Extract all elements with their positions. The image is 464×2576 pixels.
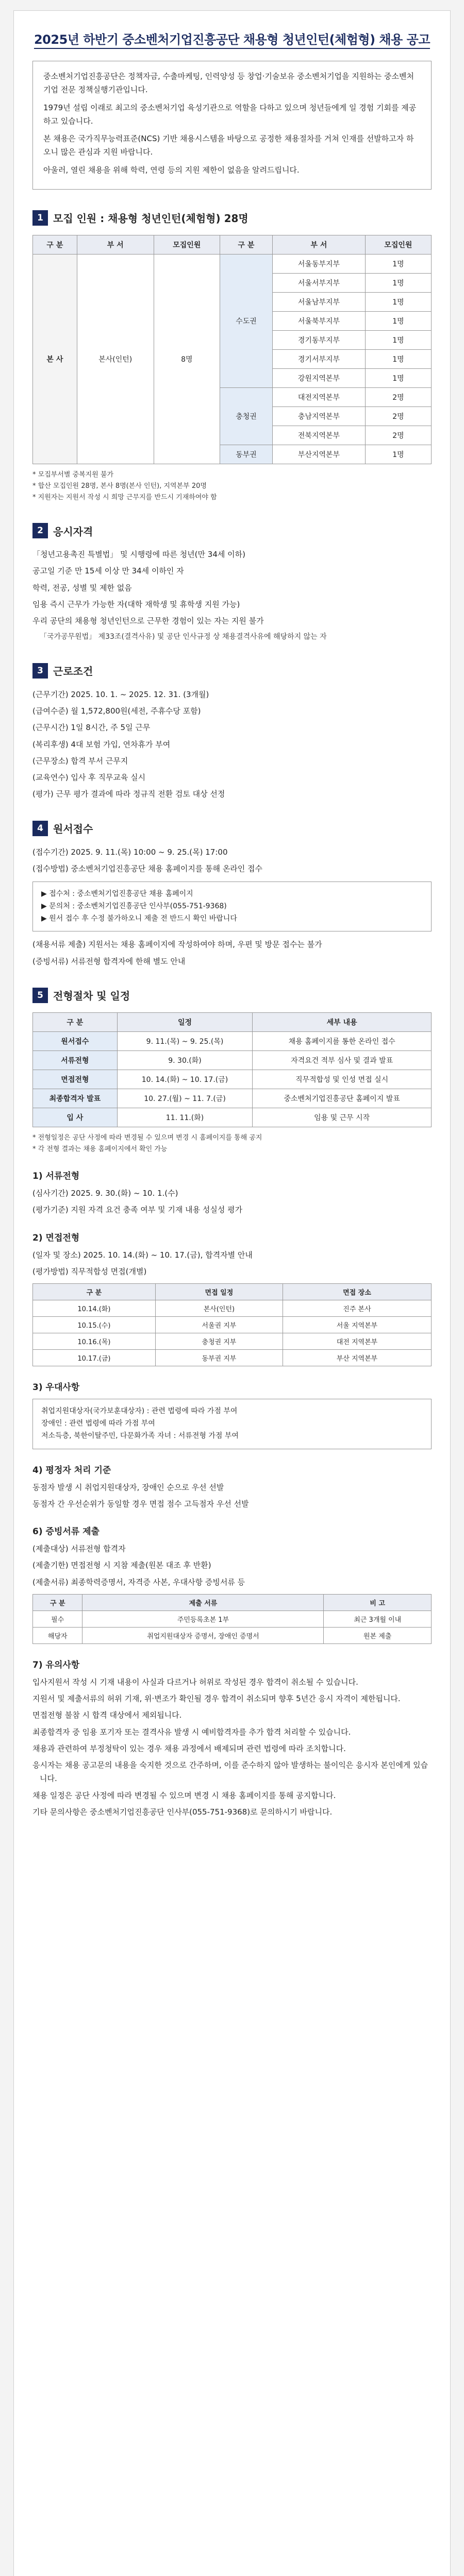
table-header: 면접 장소 xyxy=(283,1284,431,1300)
date-cell: 9. 30.(화) xyxy=(117,1050,253,1070)
page-title: 2025년 하반기 중소벤처기업진흥공단 채용형 청년인턴(체험형) 채용 공고 xyxy=(34,32,430,47)
table-header: 구 분 xyxy=(220,235,272,254)
location-cell: 진주 본사 xyxy=(283,1300,431,1317)
box-line: 취업지원대상자(국가보훈대상자) : 관련 법령에 따라 가점 부여 xyxy=(41,1407,238,1416)
document-cell: 주민등록초본 1부 xyxy=(82,1611,324,1627)
list-item: (근무장소) 합격 부서 근무지 xyxy=(32,756,128,766)
notes-list xyxy=(32,469,432,503)
count-cell: 1명 xyxy=(365,368,431,387)
list-item: 학력, 전공, 성별 및 제한 없음 xyxy=(32,583,132,592)
table-row xyxy=(33,1317,432,1333)
dept-cell: 강원지역본부 xyxy=(273,368,366,387)
eligibility-list xyxy=(32,548,432,643)
intro-paragraph: 아울러, 열린 채용을 위해 학력, 연령 등의 지원 제한이 없음을 알려드립니다. xyxy=(43,165,300,175)
date-cell: 11. 11.(화) xyxy=(117,1108,253,1127)
table-header: 부 서 xyxy=(77,235,154,254)
hq-cell: 본 사 xyxy=(33,254,77,464)
table-header: 구 분 xyxy=(33,1284,156,1300)
list-item: (평가) 근무 평가 결과에 따라 정규직 전환 검토 대상 선정 xyxy=(32,789,225,799)
intro-box xyxy=(32,61,432,190)
region-cell: 동부권 xyxy=(220,445,272,464)
note-cell: 최근 3개월 이내 xyxy=(324,1611,432,1627)
dept-cell: 충남지역본부 xyxy=(273,406,366,426)
detail-cell: 중소벤처기업진흥공단 홈페이지 발표 xyxy=(253,1089,432,1108)
list-item: 임용 즉시 근무가 가능한 자(대학 재학생 및 휴학생 지원 가능) xyxy=(32,599,240,609)
location-cell: 서울 지역본부 xyxy=(283,1317,431,1333)
table-header-row xyxy=(33,1012,432,1031)
table-row xyxy=(33,1627,432,1643)
list-item: 입사지원서 작성 시 기재 내용이 사실과 다르거나 허위로 작성된 경우 합격이 취소될 수 있습니다. xyxy=(32,1677,358,1687)
subsection-title: 6) 증빙서류 제출 xyxy=(32,1527,100,1537)
dept-cell: 서울북부지부 xyxy=(273,311,366,330)
category-cell: 해당자 xyxy=(33,1627,82,1643)
table-header-row xyxy=(33,235,432,254)
list-item: 면접전형 불참 시 합격 대상에서 제외됩니다. xyxy=(32,1710,182,1720)
table-row xyxy=(33,1300,432,1317)
table-header: 제출 서류 xyxy=(82,1594,324,1611)
section-header xyxy=(32,210,432,226)
detail-cell: 채용 홈페이지를 통한 온라인 접수 xyxy=(253,1031,432,1050)
count-cell: 1명 xyxy=(365,254,431,273)
table-header: 세부 내용 xyxy=(253,1012,432,1031)
list-item: (일자 및 장소) 2025. 10. 14.(화) ~ 10. 17.(금), 합격자별 안내 xyxy=(32,1250,253,1260)
section-number: 2 xyxy=(32,523,48,538)
count-cell: 1명 xyxy=(365,292,431,311)
list-item: (제출대상) 서류전형 합격자 xyxy=(32,1544,126,1553)
stage-cell: 서류전형 xyxy=(33,1050,118,1070)
list-item: (증빙서류) 서류전형 합격자에 한해 별도 안내 xyxy=(32,956,186,966)
schedule-table xyxy=(32,1012,432,1127)
note: * 각 전형 결과는 채용 홈페이지에서 확인 가능 xyxy=(32,1145,168,1154)
table-header: 일정 xyxy=(117,1012,253,1031)
dept-cell: 경기서부지부 xyxy=(273,349,366,368)
count-cell: 2명 xyxy=(365,406,431,426)
count-cell: 1명 xyxy=(365,349,431,368)
table-header: 비 고 xyxy=(324,1594,432,1611)
section-header xyxy=(32,821,432,836)
count-cell: 1명 xyxy=(365,330,431,349)
date-cell: 10. 27.(월) ~ 11. 7.(금) xyxy=(117,1089,253,1108)
list-item: 지원서 및 제출서류의 허위 기재, 위·변조가 확인될 경우 합격이 취소되며 향후 5년간 응시 자격이 제한됩니다. xyxy=(32,1694,401,1703)
group-cell: 서울권 지부 xyxy=(155,1317,283,1333)
list-item: (근무기간) 2025. 10. 1. ~ 2025. 12. 31. (3개월) xyxy=(32,689,209,699)
count-cell: 2명 xyxy=(365,426,431,445)
stage-cell: 입 사 xyxy=(33,1108,118,1127)
list-item: 동점자 간 우선순위가 동일할 경우 면접 점수 고득점자 우선 선발 xyxy=(32,1499,249,1509)
table-header: 모집인원 xyxy=(365,235,431,254)
count-cell: 2명 xyxy=(365,387,431,406)
documents-list xyxy=(32,1542,432,1589)
region-cell: 충청권 xyxy=(220,387,272,445)
stage-cell: 면접전형 xyxy=(33,1070,118,1089)
table-header: 구 분 xyxy=(33,1594,82,1611)
application-list xyxy=(32,845,432,876)
box-line: ▶ 문의처 : 중소벤처기업진흥공단 인사부(055-751-9368) xyxy=(41,902,227,910)
list-item: (제출기한) 면접전형 시 지참 제출(원본 대조 후 반환) xyxy=(32,1561,211,1570)
notes-list xyxy=(32,1132,432,1155)
table-row xyxy=(33,1611,432,1627)
section-title: 응시자격 xyxy=(53,525,93,538)
interview-table xyxy=(32,1283,432,1366)
note-cell: 원본 제출 xyxy=(324,1627,432,1643)
table-row xyxy=(33,1070,432,1089)
intro-paragraph: 중소벤처기업진흥공단은 정책자금, 수출마케팅, 인력양성 등 창업·기술보유 중소벤처기업을 지원하는 중소벤처기업 전문 정책실행기관입니다. xyxy=(43,72,414,95)
date-cell: 10.15.(수) xyxy=(33,1317,156,1333)
table-row xyxy=(33,1089,432,1108)
dept-cell: 서울남부지부 xyxy=(273,292,366,311)
box-line: ▶ 원서 접수 후 수정 불가하오니 제출 전 반드시 확인 바랍니다 xyxy=(41,914,237,923)
list-item: (복리후생) 4대 보험 가입, 연차휴가 부여 xyxy=(32,739,171,749)
list-item: 응시자는 채용 공고문의 내용을 숙지한 것으로 간주하며, 이를 준수하지 않아 발생하는 불이익은 응시자 본인에게 있습니다. xyxy=(32,1760,428,1784)
section-header xyxy=(32,663,432,679)
list-item: (평가기준) 지원 자격 요건 충족 여부 및 기재 내용 성실성 평가 xyxy=(32,1205,243,1215)
dept-cell: 전북지역본부 xyxy=(273,426,366,445)
region-cell: 수도권 xyxy=(220,254,272,387)
location-cell: 대전 지역본부 xyxy=(283,1333,431,1350)
table-row xyxy=(33,1333,432,1350)
document-screening-list xyxy=(32,1187,432,1217)
section-title: 모집 인원 : 채용형 청년인턴(체험형) 28명 xyxy=(53,212,248,225)
table-header-row xyxy=(33,1284,432,1300)
list-item: (심사기간) 2025. 9. 30.(화) ~ 10. 1.(수) xyxy=(32,1189,178,1198)
section-header xyxy=(32,523,432,538)
section-number: 1 xyxy=(32,210,48,226)
table-row xyxy=(33,254,432,273)
section-title: 전형절차 및 일정 xyxy=(53,990,130,1003)
table-row xyxy=(33,1108,432,1127)
cautions-list xyxy=(32,1675,432,1819)
document-cell: 취업지원대상자 증명서, 장애인 증명서 xyxy=(82,1627,324,1643)
group-cell: 충청권 지부 xyxy=(155,1333,283,1350)
interview-list xyxy=(32,1248,432,1279)
subsection-title: 1) 서류전형 xyxy=(32,1171,80,1182)
date-cell: 9. 11.(목) ~ 9. 25.(목) xyxy=(117,1031,253,1050)
documents-table xyxy=(32,1594,432,1644)
date-cell: 10.17.(금) xyxy=(33,1350,156,1366)
section-title: 근로조건 xyxy=(53,665,93,678)
hq-dept-cell: 본사(인턴) xyxy=(77,254,154,464)
stage-cell: 최종합격자 발표 xyxy=(33,1089,118,1108)
note: * 합산 모집인원 28명, 본사 8명(본사 인턴), 지역본부 20명 xyxy=(32,482,207,490)
note: * 모집부서별 중복지원 불가 xyxy=(32,470,114,479)
category-cell: 필수 xyxy=(33,1611,82,1627)
date-cell: 10.16.(목) xyxy=(33,1333,156,1350)
list-item: 최종합격자 중 임용 포기자 또는 결격사유 발생 시 예비합격자를 추가 합격 처리할 수 있습니다. xyxy=(32,1727,351,1737)
box-line: ▶ 접수처 : 중소벤처기업진흥공단 채용 홈페이지 xyxy=(41,890,193,899)
preference-box xyxy=(32,1399,432,1449)
note: * 전형일정은 공단 사정에 따라 변경될 수 있으며 변경 시 홈페이지를 통해 공지 xyxy=(32,1133,262,1142)
box-line: 장애인 : 관련 법령에 따라 가점 부여 xyxy=(41,1419,155,1428)
section-title: 원서접수 xyxy=(53,823,93,836)
table-row xyxy=(33,1350,432,1366)
note: * 지원자는 지원서 작성 시 희망 근무지를 반드시 기재하여야 함 xyxy=(32,493,217,501)
list-item: (채용서류 제출) 지원서는 채용 홈페이지에 작성하여야 하며, 우편 및 방문 접수는 불가 xyxy=(32,940,322,950)
section-header xyxy=(32,988,432,1003)
detail-cell: 자격요건 적부 심사 및 결과 발표 xyxy=(253,1050,432,1070)
list-item: 공고일 기준 만 15세 이상 만 34세 이하인 자 xyxy=(32,566,184,576)
list-item: 「청년고용촉진 특별법」 및 시행령에 따른 청년(만 34세 이하) xyxy=(32,550,245,560)
table-header: 면접 일정 xyxy=(155,1284,283,1300)
group-cell: 본사(인턴) xyxy=(155,1300,283,1317)
list-item: (접수방법) 중소벤처기업진흥공단 채용 홈페이지를 통해 온라인 접수 xyxy=(32,863,263,873)
section-number: 5 xyxy=(32,988,48,1003)
subsection-title: 7) 유의사항 xyxy=(32,1659,80,1670)
detail-cell: 임용 및 근무 시작 xyxy=(253,1108,432,1127)
table-row xyxy=(33,1031,432,1050)
table-header: 구 분 xyxy=(33,235,77,254)
list-subitem: 「국가공무원법」 제33조(결격사유) 및 공단 인사규정 상 채용결격사유에 해당하지 않는 자 xyxy=(40,633,327,641)
list-item: 채용과 관련하여 부정청탁이 있는 경우 채용 과정에서 배제되며 관련 법령에 따라 조치합니다. xyxy=(32,1743,346,1753)
table-header: 구 분 xyxy=(33,1012,118,1031)
box-line: 저소득층, 북한이탈주민, 다문화가족 자녀 : 서류전형 가점 부여 xyxy=(41,1431,239,1440)
dept-cell: 경기동부지부 xyxy=(273,330,366,349)
application-after-list xyxy=(32,938,432,968)
section-number: 4 xyxy=(32,821,48,836)
list-item: 채용 일정은 공단 사정에 따라 변경될 수 있으며 변경 시 채용 홈페이지를 통해 공지합니다. xyxy=(32,1790,336,1800)
list-item: 우리 공단의 채용형 청년인턴으로 근무한 경험이 있는 자는 지원 불가 xyxy=(32,616,264,626)
subsection-title: 3) 우대사항 xyxy=(32,1382,80,1393)
count-cell: 1명 xyxy=(365,445,431,464)
table-header: 부 서 xyxy=(273,235,366,254)
list-item: (제출서류) 최종학력증명서, 자격증 사본, 우대사항 증빙서류 등 xyxy=(32,1577,245,1587)
intro-paragraph: 1979년 설립 이래로 최고의 중소벤처기업 육성기관으로 역할을 다하고 있으며 청년들에게 일 경험 기회를 제공하고 있습니다. xyxy=(43,103,417,126)
intro-paragraph: 본 채용은 국가직무능력표준(NCS) 기반 채용시스템을 바탕으로 공정한 채용절차를 거쳐 인재를 선발하고자 하오니 많은 관심과 지원 바랍니다. xyxy=(43,134,414,157)
count-cell: 1명 xyxy=(365,311,431,330)
notice-page xyxy=(13,10,451,2576)
section-number: 3 xyxy=(32,663,48,679)
location-cell: 부산 지역본부 xyxy=(283,1350,431,1366)
list-item: (교육연수) 입사 후 직무교육 실시 xyxy=(32,773,146,783)
conditions-list xyxy=(32,688,432,801)
list-item: (평가방법) 직무적합성 면접(개별) xyxy=(32,1266,147,1276)
list-item: (급여수준) 월 1,572,800원(세전, 주휴수당 포함) xyxy=(32,706,201,716)
table-row xyxy=(33,1050,432,1070)
dept-cell: 서울서부지부 xyxy=(273,273,366,292)
contact-box xyxy=(32,882,432,931)
dept-cell: 서울동부지부 xyxy=(273,254,366,273)
table-header-row xyxy=(33,1594,432,1611)
subsection-title: 4) 평정자 처리 기준 xyxy=(32,1465,111,1476)
list-item: 기타 문의사항은 중소벤처기업진흥공단 인사부(055-751-9368)로 문의하시기 바랍니다. xyxy=(32,1807,333,1817)
list-item: (접수기간) 2025. 9. 11.(목) 10:00 ~ 9. 25.(목) 17:00 xyxy=(32,847,228,857)
subsection-title: 2) 면접전형 xyxy=(32,1232,80,1243)
table-header: 모집인원 xyxy=(154,235,220,254)
detail-cell: 직무적합성 및 인성 면접 실시 xyxy=(253,1070,432,1089)
tie-rule-list xyxy=(32,1481,432,1511)
list-item: (근무시간) 1일 8시간, 주 5일 근무 xyxy=(32,723,151,733)
dept-cell: 부산지역본부 xyxy=(273,445,366,464)
date-cell: 10. 14.(화) ~ 10. 17.(금) xyxy=(117,1070,253,1089)
group-cell: 동부권 지부 xyxy=(155,1350,283,1366)
stage-cell: 원서접수 xyxy=(33,1031,118,1050)
list-item: 동점자 발생 시 취업지원대상자, 장애인 순으로 우선 선발 xyxy=(32,1482,224,1492)
count-cell: 1명 xyxy=(365,273,431,292)
date-cell: 10.14.(화) xyxy=(33,1300,156,1317)
dept-cell: 대전지역본부 xyxy=(273,387,366,406)
hq-count-cell: 8명 xyxy=(154,254,220,464)
recruit-table xyxy=(32,235,432,464)
